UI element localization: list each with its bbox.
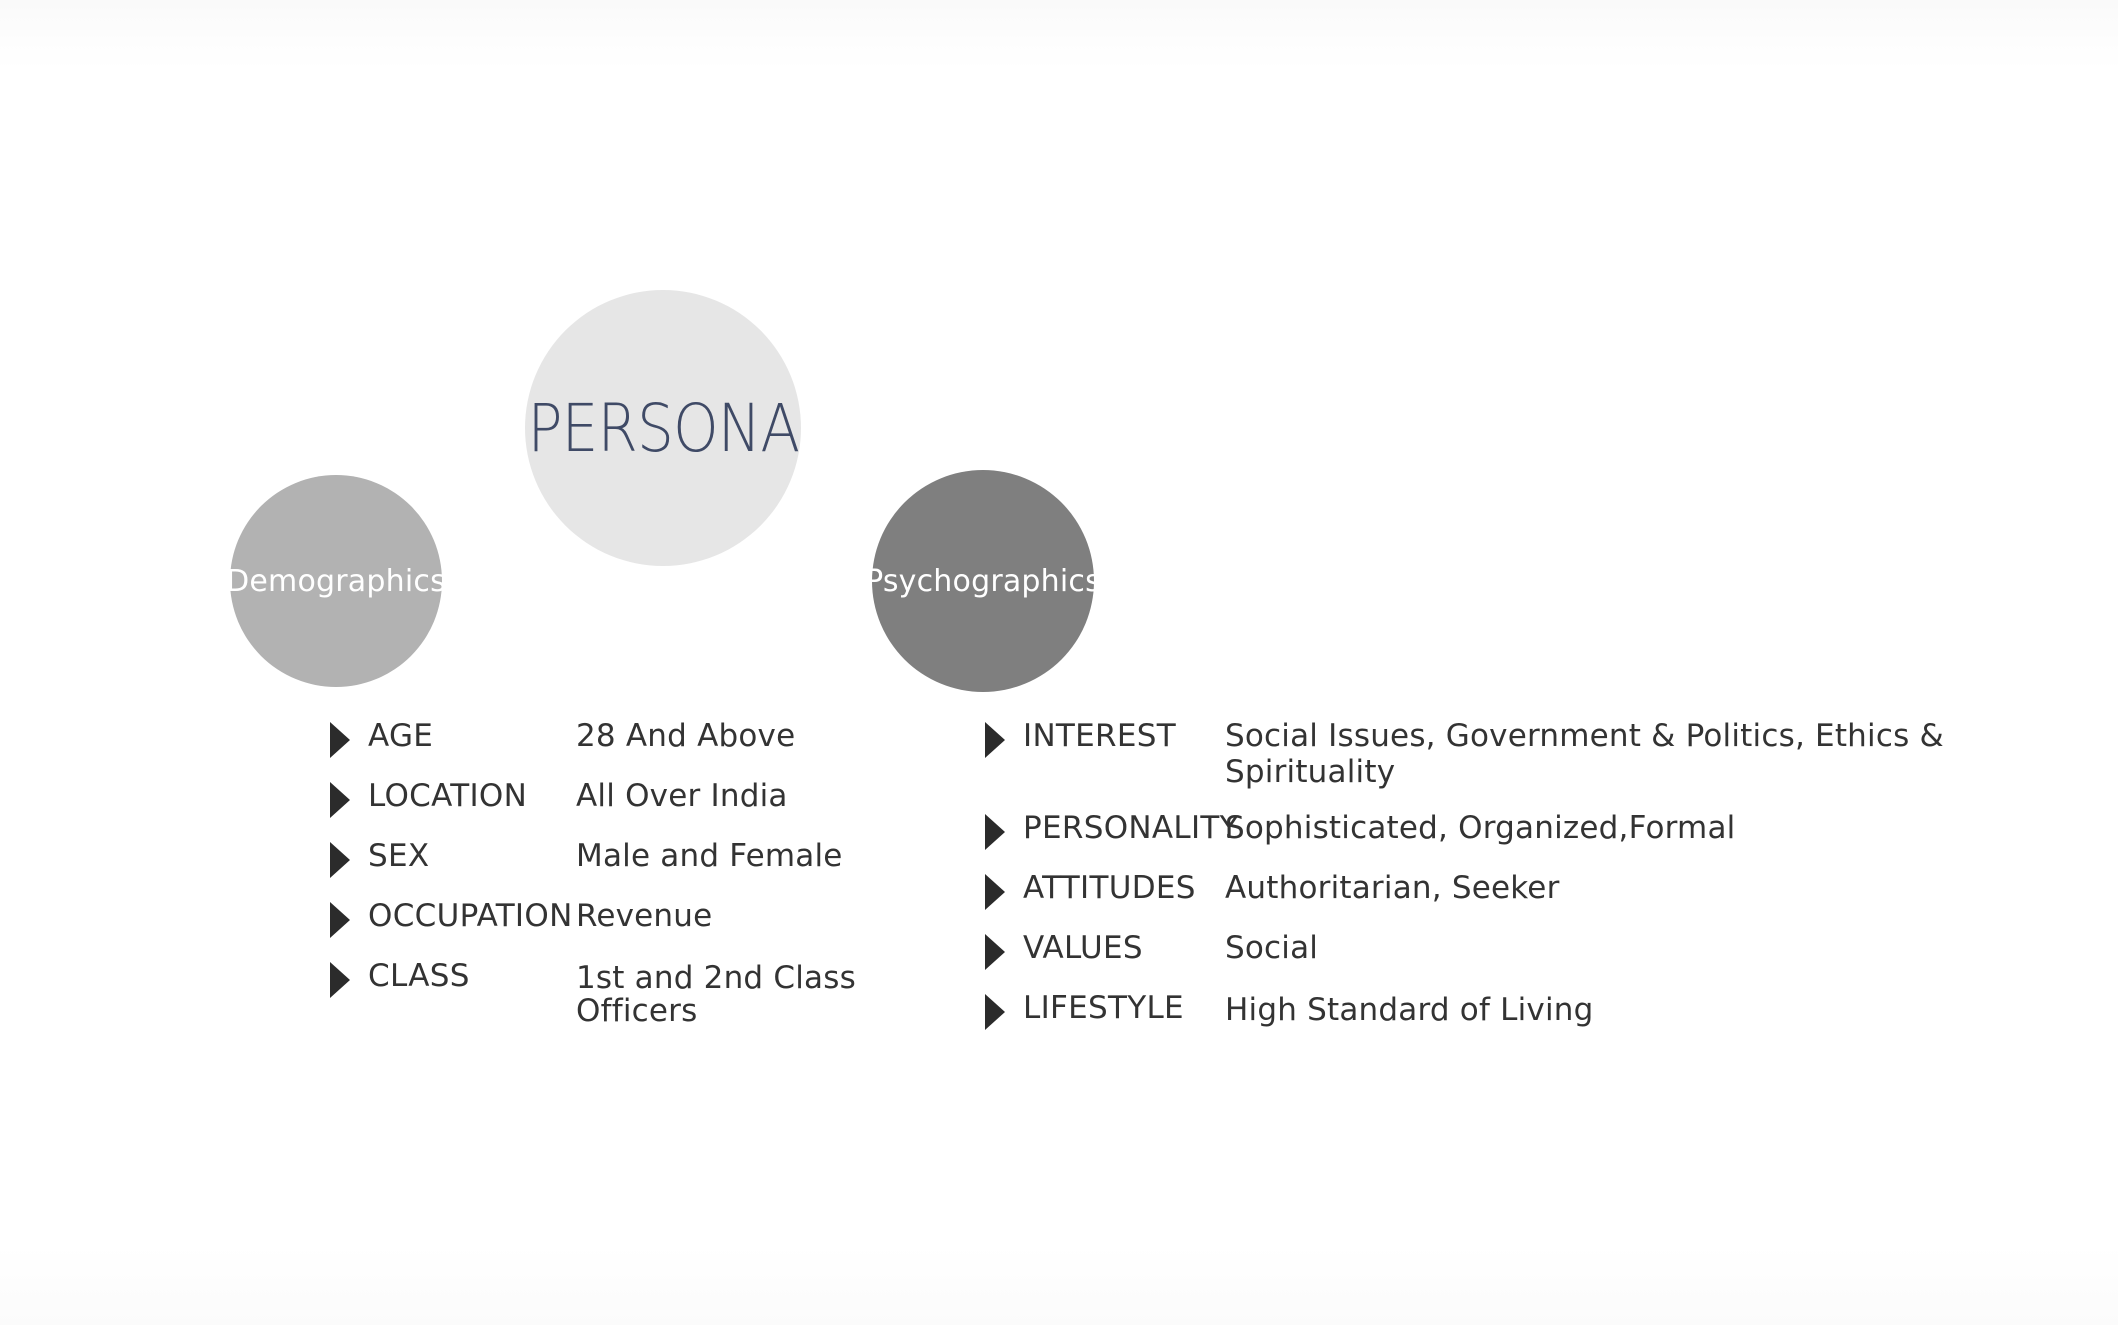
triangle-right-icon bbox=[330, 962, 350, 998]
triangle-right-icon bbox=[985, 874, 1005, 910]
triangle-right-icon bbox=[985, 994, 1005, 1030]
demographics-value: All Over India bbox=[576, 778, 788, 814]
demographics-label: SEX bbox=[368, 838, 430, 874]
psychographics-value: Sophisticated, Organized,Formal bbox=[1225, 810, 1736, 846]
demographics-label: AGE bbox=[368, 718, 434, 754]
persona-circle bbox=[525, 290, 801, 566]
demographics-label: CLASS bbox=[368, 958, 470, 994]
psychographics-label: VALUES bbox=[1023, 930, 1143, 966]
psychographics-title: Psychographics bbox=[865, 563, 1101, 599]
triangle-right-icon bbox=[330, 782, 350, 818]
psychographics-label: INTEREST bbox=[1023, 718, 1176, 754]
demographics-label: OCCUPATION bbox=[368, 898, 573, 934]
persona-title: PERSONA bbox=[527, 389, 799, 467]
triangle-right-icon bbox=[985, 722, 1005, 758]
demographics-value: 28 And Above bbox=[576, 718, 796, 754]
triangle-right-icon bbox=[330, 842, 350, 878]
psychographics-label: LIFESTYLE bbox=[1023, 990, 1184, 1026]
demographics-row-sex bbox=[330, 838, 890, 878]
demographics-row-occupation bbox=[330, 898, 890, 938]
demographics-list bbox=[330, 718, 890, 1048]
demographics-circle bbox=[226, 475, 446, 687]
psychographics-row-values bbox=[985, 930, 1985, 970]
psychographics-circle bbox=[865, 470, 1101, 692]
triangle-right-icon bbox=[330, 722, 350, 758]
psychographics-row-attitudes bbox=[985, 870, 1985, 910]
demographics-label: LOCATION bbox=[368, 778, 528, 814]
demographics-row-age bbox=[330, 718, 890, 758]
triangle-right-icon bbox=[985, 934, 1005, 970]
demographics-row-class bbox=[330, 958, 890, 1028]
psychographics-row-interest bbox=[985, 718, 1985, 790]
psychographics-value: Authoritarian, Seeker bbox=[1225, 870, 1560, 906]
psychographics-label: PERSONALITY bbox=[1023, 810, 1239, 846]
psychographics-row-personality bbox=[985, 810, 1985, 850]
demographics-value: Male and Female bbox=[576, 838, 843, 874]
psychographics-row-lifestyle bbox=[985, 990, 1985, 1030]
triangle-right-icon bbox=[330, 902, 350, 938]
demographics-value: Revenue bbox=[576, 898, 713, 934]
psychographics-label: ATTITUDES bbox=[1023, 870, 1196, 906]
psychographics-value: Social Issues, Government & Politics, Ethics & Spirituality bbox=[1225, 718, 1944, 790]
psychographics-value: Social bbox=[1225, 930, 1319, 966]
triangle-right-icon bbox=[985, 814, 1005, 850]
demographics-row-location bbox=[330, 778, 890, 818]
psychographics-list bbox=[985, 718, 1985, 1050]
psychographics-value: High Standard of Living bbox=[1225, 992, 1594, 1028]
demographics-title: Demographics bbox=[226, 563, 446, 599]
demographics-value: 1st and 2nd Class Officers bbox=[576, 960, 856, 1029]
